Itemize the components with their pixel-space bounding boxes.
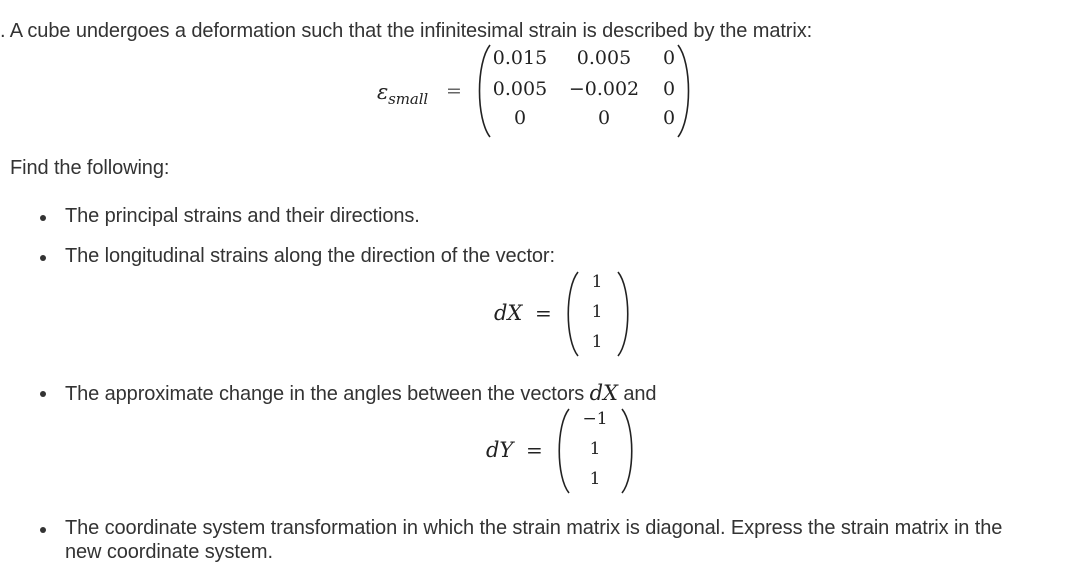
dx-label: dX [494,301,523,325]
bullet-3 [40,391,46,397]
item-coordinate-transform: The coordinate system transformation in which the strain matrix is diagonal. Express the strain matrix in the [65,517,1003,539]
dx-equals: = [535,301,552,325]
matrix-cell-r3c3: 0 [662,107,676,129]
dy-label: dY [486,438,514,462]
bullet-4 [40,527,46,533]
matrix-cell-r3c2: 0 [597,107,611,129]
dy-component-3: 1 [589,469,601,489]
dx-component-1: 1 [591,272,603,292]
dy-component-2: 1 [589,439,601,459]
item-principal-strains: The principal strains and their directions. [65,205,420,227]
dy-right-paren [617,407,637,495]
equals-sign: = [446,80,462,102]
dy-left-paren [554,407,574,495]
matrix-cell-r1c3: 0 [662,47,676,69]
epsilon-subscript: small [388,90,429,109]
matrix-cell-r3c1: 0 [513,107,527,129]
item-coordinate-transform-cont: new coordinate system. [65,541,273,563]
item-angle-change [65,381,656,406]
dy-equals: = [526,438,543,462]
item-angle-change-text: The approximate change in the angles between the vectors [65,383,585,405]
matrix-cell-r1c2: 0.005 [576,47,632,69]
item-longitudinal-strains: The longitudinal strains along the direction of the vector: [65,245,555,267]
matrix-cell-r1c1: 0.015 [492,47,548,69]
dx-component-3: 1 [591,332,603,352]
bullet-2 [40,255,46,261]
epsilon-symbol: $\varepsilon_{small}$ [377,80,429,109]
dx-component-2: 1 [591,302,603,322]
item-angle-change-and: and [623,383,657,405]
matrix-cell-r2c3: 0 [662,78,676,100]
dx-right-paren [613,270,633,358]
dy-component-1: −1 [582,409,608,429]
bullet-1 [40,215,46,221]
matrix-cell-r2c1: 0.005 [492,78,548,100]
matrix-cell-r2c2: −0.002 [568,78,640,100]
problem-intro: . A cube undergoes a deformation such that the infinitesimal strain is described by the matrix: [0,20,813,42]
find-label: Find the following: [10,157,170,179]
item-angle-change-var: dX [589,381,618,405]
